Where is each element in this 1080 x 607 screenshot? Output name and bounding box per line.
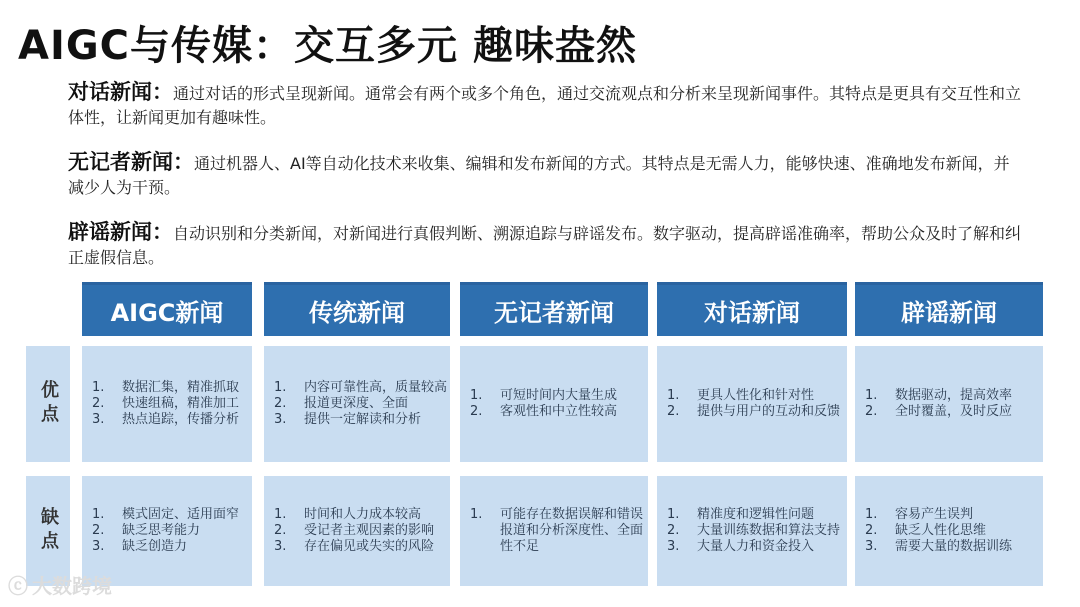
watermark-text: 大数跨境 (32, 574, 112, 598)
list-item (470, 507, 648, 555)
term-label: 对话新闻： (68, 80, 173, 104)
item-number: 1. (667, 388, 680, 403)
item-text: 热点追踪，传播分析 (122, 412, 240, 427)
item-number: 3. (274, 412, 287, 427)
item-text: 全时覆盖，及时反应 (895, 404, 1013, 419)
list-item (274, 507, 434, 523)
item-number: 1. (92, 380, 105, 395)
pros-cell (460, 346, 648, 462)
point-list (274, 380, 447, 428)
term-description: 通过机器人、AI等自动化技术来收集、编辑和发布新闻的方式。其特点是无需人力，能够快速、准确地发布新闻，并减少人为干预。 (68, 154, 1010, 197)
list-item (92, 412, 239, 428)
pros-cell (855, 346, 1043, 462)
item-text: 时间和人力成本较高 (304, 507, 422, 522)
list-item (865, 539, 1012, 555)
list-item (667, 388, 840, 404)
list-item (667, 404, 840, 420)
list-item (92, 507, 239, 523)
pros-cell (264, 346, 450, 462)
list-item (865, 507, 1012, 523)
item-text: 数据汇集，精准抓取 (122, 380, 240, 395)
item-text: 大量人力和资金投入 (697, 539, 815, 554)
watermark (8, 570, 112, 599)
column-header-aigc: AIGC新闻 (82, 282, 252, 336)
item-number: 1. (274, 380, 287, 395)
item-number: 3. (667, 539, 680, 554)
item-number: 1. (667, 507, 680, 522)
cons-cell (657, 476, 847, 586)
item-text: 更具人性化和针对性 (697, 388, 815, 403)
item-number: 3. (92, 412, 105, 427)
item-number: 2. (274, 523, 287, 538)
item-text: 大量训练数据和算法支持 (697, 523, 841, 538)
item-number: 2. (274, 396, 287, 411)
point-list (667, 388, 840, 420)
row-label-cons: 缺点 (26, 476, 70, 586)
point-list (470, 388, 617, 420)
item-text: 提供一定解读和分析 (304, 412, 422, 427)
item-text: 需要大量的数据训练 (895, 539, 1013, 554)
term-label: 辟谣新闻： (68, 220, 173, 244)
term-description: 通过对话的形式呈现新闻。通常会有两个或多个角色，通过交流观点和分析来呈现新闻事件。其特点是更具有交互性和立体性，让新闻更加有趣味性。 (68, 84, 1022, 127)
item-number: 2. (470, 404, 483, 419)
cons-cell (460, 476, 648, 586)
item-number: 3. (92, 539, 105, 554)
list-item (667, 523, 840, 539)
item-text: 受记者主观因素的影响 (304, 523, 435, 538)
list-item (274, 412, 447, 428)
pros-cell (657, 346, 847, 462)
point-list (865, 388, 1012, 420)
paragraph-dialogue-news (68, 80, 1023, 130)
list-item (865, 388, 1012, 404)
item-number: 2. (92, 523, 105, 538)
item-text: 存在偏见或失实的风险 (304, 539, 435, 554)
list-item (470, 404, 617, 420)
item-number: 1. (865, 507, 878, 522)
paragraph-no-reporter-news (68, 150, 1023, 200)
column-header-rumor: 辟谣新闻 (855, 282, 1043, 336)
item-text: 数据驱动，提高效率 (895, 388, 1013, 403)
item-text: 可短时间内大量生成 (500, 388, 618, 403)
point-list (92, 380, 239, 428)
item-number: 2. (865, 523, 878, 538)
item-text: 客观性和中立性较高 (500, 404, 618, 419)
column-header-no-reporter: 无记者新闻 (460, 282, 648, 336)
row-label-pros: 优点 (26, 346, 70, 462)
list-item (667, 539, 840, 555)
list-item (92, 539, 239, 555)
watermark-logo-icon: ⓒ (8, 574, 28, 598)
item-number: 2. (92, 396, 105, 411)
item-number: 3. (274, 539, 287, 554)
pros-cell (82, 346, 252, 462)
item-text: 快速组稿，精准加工 (122, 396, 240, 411)
paragraph-rumor-refuting-news (68, 220, 1023, 270)
list-item (865, 404, 1012, 420)
item-text: 缺乏思考能力 (122, 523, 201, 538)
list-item (92, 523, 239, 539)
item-text: 缺乏人性化思维 (895, 523, 987, 538)
point-list (470, 507, 648, 555)
item-text: 精准度和逻辑性问题 (697, 507, 815, 522)
item-number: 1. (865, 388, 878, 403)
item-number: 2. (667, 404, 680, 419)
list-item (667, 507, 840, 523)
list-item (92, 380, 239, 396)
column-header-dialogue: 对话新闻 (657, 282, 847, 336)
item-number: 2. (667, 523, 680, 538)
point-list (865, 507, 1012, 555)
list-item (274, 539, 434, 555)
point-list (92, 507, 239, 555)
item-text: 可能存在数据误解和错误报道和分析深度性、全面性不足 (500, 507, 644, 554)
list-item (470, 388, 617, 404)
item-number: 1. (470, 507, 483, 522)
page-title: AIGC与传媒：交互多元 趣味盎然 (18, 23, 637, 69)
item-text: 提供与用户的互动和反馈 (697, 404, 841, 419)
item-number: 2. (865, 404, 878, 419)
list-item (274, 396, 447, 412)
point-list (274, 507, 434, 555)
item-number: 1. (274, 507, 287, 522)
point-list (667, 507, 840, 555)
item-number: 1. (92, 507, 105, 522)
item-text: 内容可靠性高，质量较高 (304, 380, 448, 395)
list-item (274, 380, 447, 396)
item-text: 容易产生误判 (895, 507, 974, 522)
list-item (274, 523, 434, 539)
term-label: 无记者新闻： (68, 150, 194, 174)
column-header-traditional: 传统新闻 (264, 282, 450, 336)
list-item (92, 396, 239, 412)
item-text: 模式固定、适用面窄 (122, 507, 240, 522)
item-text: 报道更深度、全面 (304, 396, 409, 411)
list-item (865, 523, 1012, 539)
cons-cell (855, 476, 1043, 586)
item-number: 3. (865, 539, 878, 554)
item-text: 缺乏创造力 (122, 539, 188, 554)
item-number: 1. (470, 388, 483, 403)
cons-cell (264, 476, 450, 586)
term-description: 自动识别和分类新闻，对新闻进行真假判断、溯源追踪与辟谣发布。数字驱动，提高辟谣准确率，帮助公众及时了解和纠正虚假信息。 (68, 224, 1022, 267)
